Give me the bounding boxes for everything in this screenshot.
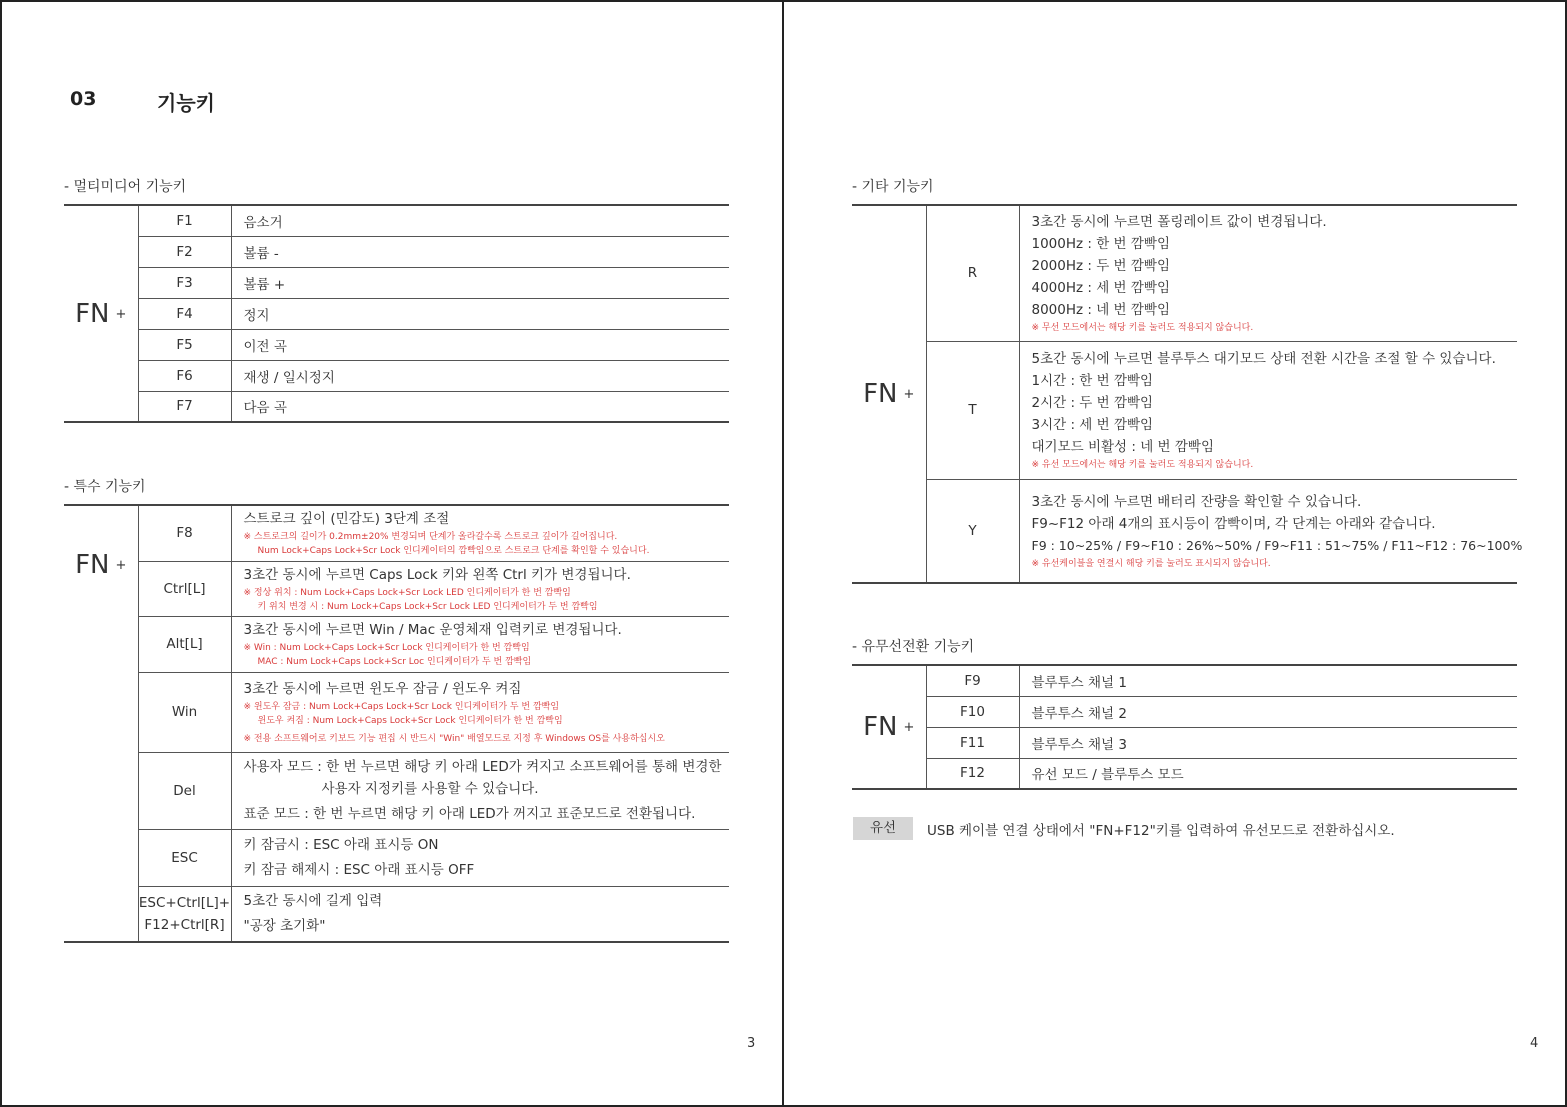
table-row (852, 758, 1517, 789)
desc-line: 8000Hz : 네 번 깜빡임 (1031, 302, 1171, 319)
desc-cell: 다음 곡 (243, 400, 287, 417)
key-cell: Win (138, 672, 231, 752)
desc-cell (1019, 479, 1523, 583)
key-cell: F1 (138, 205, 231, 236)
desc-cell (231, 616, 729, 672)
desc-line: 사용자 지정키를 사용할 수 있습니다. (321, 781, 539, 797)
table-row (64, 391, 729, 422)
desc-line: 3초간 동시에 누르면 Win / Mac 운영체재 입력키로 변경됩니다. (243, 622, 622, 638)
fn-label: FN (75, 298, 110, 329)
special-table (64, 504, 729, 943)
key-cell: ESC (138, 829, 231, 886)
desc-line: 대기모드 비활성 : 네 번 깜빡임 (1031, 439, 1214, 455)
fn-cell (852, 205, 926, 583)
note-line: Num Lock+Caps Lock+Scr Lock 인디케이터의 깜빡임으로 스트로크 단계를 확인할 수 있습니다. (257, 546, 650, 557)
fn-plus: + (903, 387, 915, 402)
key-cell: F7 (138, 391, 231, 422)
table-row (64, 672, 729, 752)
fn-label: FN (863, 379, 898, 409)
table-row (852, 479, 1517, 583)
table-row (64, 267, 729, 298)
wired-instruction: USB 케이블 연결 상태에서 "FN+F12"키를 입력하여 유선모드로 전환하십시오. (927, 823, 1395, 839)
note-line: ※ 윈도우 잠금 : Num Lock+Caps Lock+Scr Lock 인디케이터가 두 번 깜빡임 (243, 702, 560, 712)
desc-line: 사용자 모드 : 한 번 누르면 해당 키 아래 LED가 켜지고 소프트웨어를 통해 변경한 (243, 759, 722, 775)
multimedia-heading: - 멀티미디어 기능키 (64, 179, 187, 195)
wireless-table (852, 664, 1517, 790)
etc-heading: - 기타 기능키 (852, 179, 934, 195)
multimedia-table (64, 204, 729, 423)
key-cell: Del (138, 752, 231, 829)
desc-cell: 블루투스 채널 1 (1019, 665, 1517, 696)
table-row (852, 205, 1517, 341)
table-row (852, 341, 1517, 479)
desc-line: 4000Hz : 세 번 깜빡임 (1031, 280, 1171, 297)
desc-cell (231, 672, 729, 752)
desc-cell (231, 505, 729, 561)
fn-cell (852, 665, 926, 789)
etc-table (852, 204, 1523, 584)
fn-plus: + (115, 306, 127, 322)
fn-cell (64, 205, 138, 422)
key-cell: F5 (138, 329, 231, 360)
note-line: MAC : Num Lock+Caps Lock+Scr Loc 인디케이터가 두 번 깜빡임 (257, 657, 532, 667)
desc-cell (231, 752, 729, 829)
desc-cell: 이전 곡 (231, 329, 729, 360)
table-row (64, 205, 729, 236)
note-line: ※ Win : Num Lock+Caps Lock+Scr Lock 인디케이터가 한 번 깜빡임 (243, 643, 530, 653)
table-row (64, 752, 729, 829)
table-row (64, 886, 729, 942)
desc-line: 2000Hz : 두 번 깜빡임 (1031, 258, 1171, 275)
key-cell: Ctrl[L] (138, 561, 231, 616)
desc-line: F9 : 10~25% / F9~F10 : 26%~50% / F9~F11 : 51~75% / F11~F12 : 76~100% (1031, 537, 1523, 553)
fn-label: FN (863, 712, 898, 742)
section-title: 기능키 (157, 91, 215, 115)
key-cell: F4 (138, 298, 231, 329)
table-row (852, 665, 1517, 696)
desc-line: 표준 모드 : 한 번 누르면 해당 키 아래 LED가 꺼지고 표준모드로 전환됩니다. (243, 806, 696, 822)
key-cell: F12 (926, 758, 1019, 789)
table-row (64, 298, 729, 329)
page-number: 4 (1530, 1036, 1539, 1051)
key-cell: R (926, 205, 1019, 341)
desc-cell (231, 829, 729, 886)
right-page (782, 0, 1567, 1107)
key-cell: F8 (138, 505, 231, 561)
desc-line: 3초간 동시에 누르면 Caps Lock 키와 왼쪽 Ctrl 키가 변경됩니다. (243, 566, 631, 583)
desc-line: 3초간 동시에 누르면 배터리 잔량을 확인할 수 있습니다. (1031, 493, 1362, 510)
desc-line: "공장 초기화" (243, 918, 326, 935)
fn-plus: + (115, 558, 127, 573)
desc-cell: 음소거 (231, 205, 729, 236)
note-line: ※ 유선케이블을 연결시 해당 키를 눌러도 표시되지 않습니다. (1031, 558, 1271, 569)
key-cell (138, 886, 231, 942)
desc-cell: 볼륨 + (231, 267, 729, 298)
desc-cell: 블루투스 채널 3 (1019, 727, 1517, 758)
table-row (64, 329, 729, 360)
note-line: ※ 전용 소프트웨어로 키보드 기능 편집 시 반드시 "Win" 배열모드로 지정 후 Windows OS를 사용하십시오 (243, 734, 665, 744)
fn-cell (64, 505, 138, 942)
fn-label: FN (75, 550, 110, 580)
desc-cell: 유선 모드 / 블루투스 모드 (1031, 767, 1184, 784)
wireless-heading: - 유무선전환 기능키 (852, 639, 975, 655)
note-line: ※ 유선 모드에서는 해당 키를 눌러도 적용되지 않습니다. (1031, 460, 1254, 470)
desc-cell (231, 886, 729, 942)
key-cell: T (926, 341, 1019, 479)
table-row (64, 829, 729, 886)
desc-line: 3시간 : 세 번 깜빡임 (1031, 417, 1154, 433)
table-row (64, 561, 729, 616)
desc-cell: 정지 (231, 298, 729, 329)
page-number: 3 (747, 1036, 756, 1051)
table-row (64, 236, 729, 267)
desc-cell (231, 561, 729, 616)
desc-cell: 재생 / 일시정지 (231, 360, 729, 391)
section-number: 03 (70, 88, 97, 110)
key-cell: F11 (926, 727, 1019, 758)
desc-line: 키 잠금시 : ESC 아래 표시등 ON (243, 837, 439, 853)
desc-cell (1019, 205, 1517, 341)
key-line: F12+Ctrl[R] (144, 916, 225, 933)
key-cell: Y (926, 479, 1019, 583)
desc-line: 3초간 동시에 누르면 윈도우 잠금 / 윈도우 켜짐 (243, 681, 522, 697)
table-row (852, 727, 1517, 758)
key-cell: Alt[L] (138, 616, 231, 672)
desc-cell: 볼륨 - (231, 236, 729, 267)
key-cell: F6 (138, 360, 231, 391)
desc-line: 2시간 : 두 번 깜빡임 (1031, 395, 1154, 411)
desc-line: 1시간 : 한 번 깜빡임 (1031, 373, 1154, 389)
desc-cell: 블루투스 채널 2 (1019, 696, 1517, 727)
key-cell: F2 (138, 236, 231, 267)
desc-line: 5초간 동시에 길게 입력 (243, 893, 383, 910)
note-line: ※ 정상 위치 : Num Lock+Caps Lock+Scr Lock LED 인디케이터가 한 번 깜빡임 (243, 587, 571, 598)
desc-line: F9~F12 아래 4개의 표시등이 깜빡이며, 각 단계는 아래와 같습니다. (1031, 515, 1436, 532)
table-row (64, 360, 729, 391)
desc-line: 키 잠금 해제시 : ESC 아래 표시등 OFF (243, 862, 475, 878)
table-row (852, 696, 1517, 727)
note-line: 키 위치 변경 시 : Num Lock+Caps Lock+Scr Lock LED 인디케이터가 두 번 깜빡임 (257, 601, 598, 612)
fn-plus: + (903, 720, 915, 735)
key-cell: F9 (926, 665, 1019, 696)
key-cell: F10 (926, 696, 1019, 727)
desc-line: 3초간 동시에 누르면 폴링레이트 값이 변경됩니다. (1031, 214, 1327, 231)
table-row (64, 616, 729, 672)
key-cell: F3 (138, 267, 231, 298)
desc-line: 1000Hz : 한 번 깜빡임 (1031, 236, 1171, 253)
note-line: ※ 스트로크의 길이가 0.2mm±20% 변경되며 단계가 올라갈수록 스트로크 깊이가 길어집니다. (243, 532, 618, 543)
wired-badge: 유선 (853, 817, 913, 840)
note-line: 윈도우 켜짐 : Num Lock+Caps Lock+Scr Lock 인디케이터가 한 번 깜빡임 (257, 716, 563, 726)
desc-cell (1019, 341, 1517, 479)
desc-line: 5초간 동시에 누르면 블루투스 대기모드 상태 전환 시간을 조절 할 수 있습니다. (1031, 351, 1496, 367)
note-line: ※ 무선 모드에서는 해당 키를 눌러도 적용되지 않습니다. (1031, 323, 1254, 334)
table-row (64, 505, 729, 561)
desc-line: 스트로크 깊이 (민감도) 3단계 조절 (243, 511, 450, 528)
special-heading: - 특수 기능키 (64, 479, 146, 495)
key-line: ESC+Ctrl[L]+ (138, 894, 231, 911)
